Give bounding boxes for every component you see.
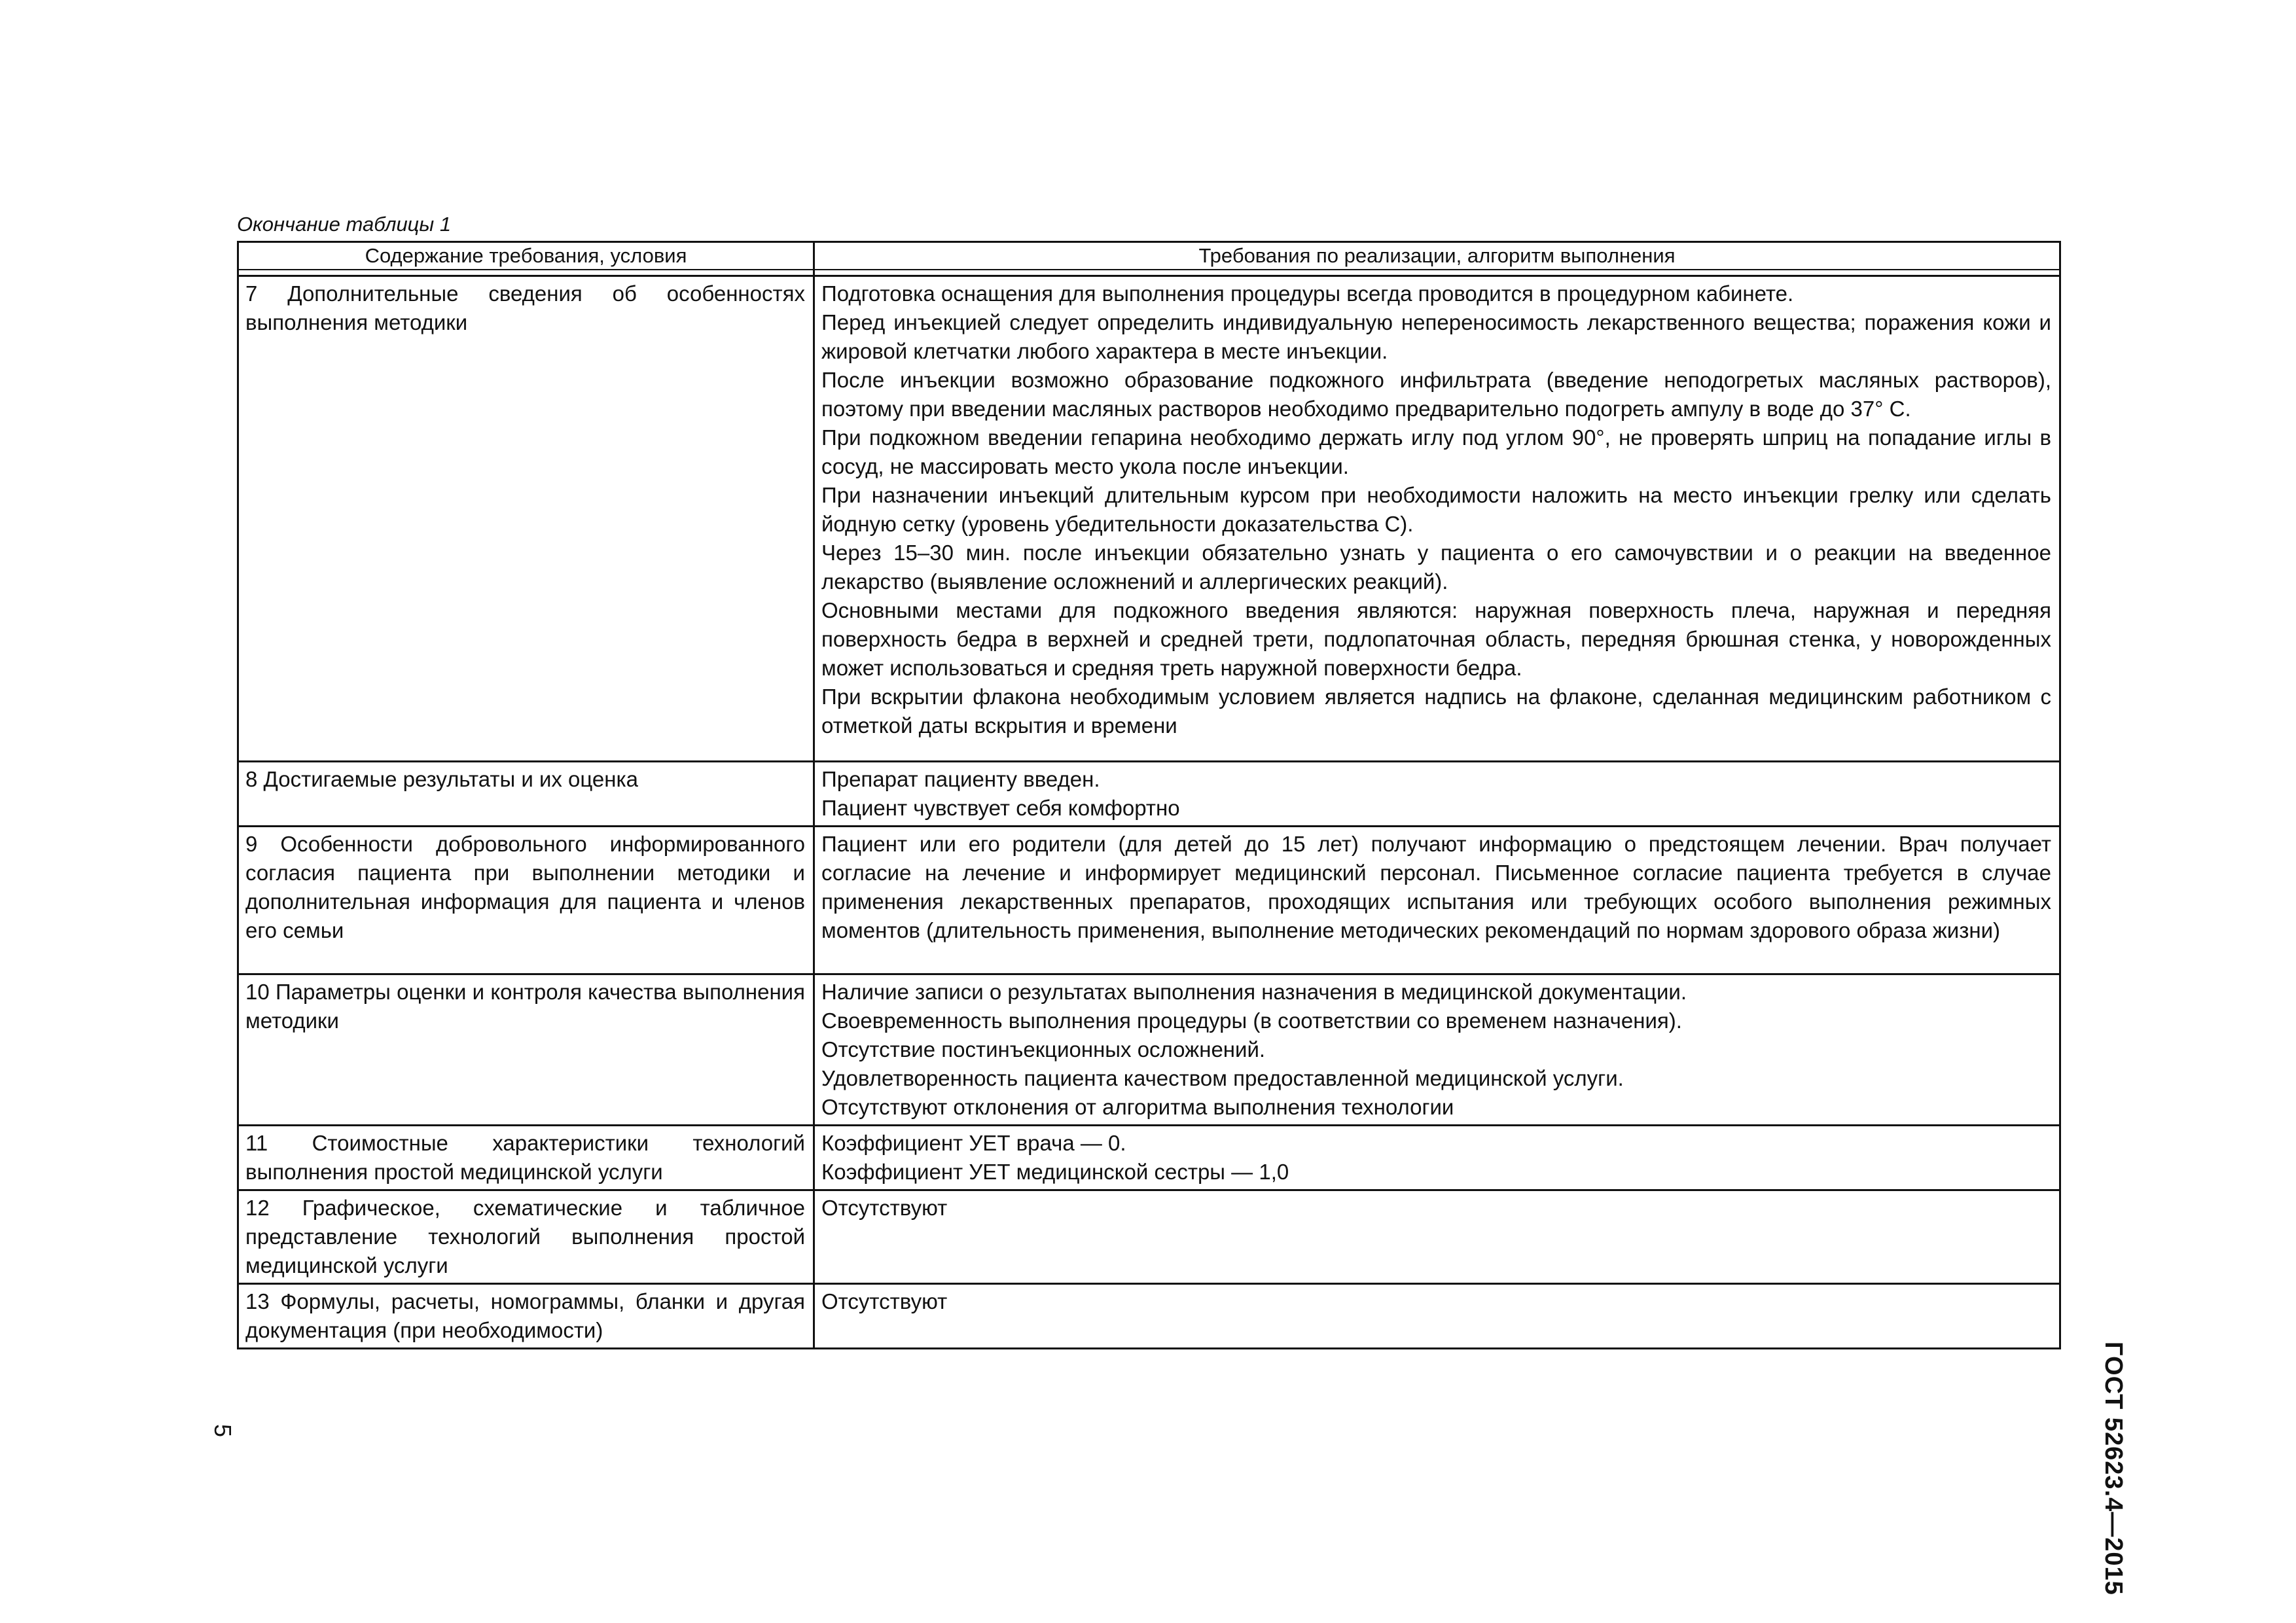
- implementation-cell: [814, 762, 2060, 827]
- implementation-line: Перед инъекцией следует определить индивидуальную непереносимость лекарственного вещества; поражения кожи и жировой клетчатки любого характера в месте инъекции.: [821, 310, 2051, 363]
- implementation-line: Отсутствуют: [821, 1196, 948, 1220]
- implementation-line: После инъекции возможно образование подкожного инфильтрата (введение неподогретых масляных растворов), поэтому при введении масляных растворов необходимо предварительно подогреть ампулу в воде до 37° С.: [821, 368, 2051, 421]
- requirement-cell: 8 Достигаемые результаты и их оценка: [238, 762, 814, 827]
- implementation-cell: [814, 974, 2060, 1126]
- requirement-cell: 13 Формулы, расчеты, номограммы, бланки и другая документация (при необходимости): [238, 1284, 814, 1349]
- table-caption: Окончание таблицы 1: [237, 213, 452, 236]
- implementation-line: При назначении инъекций длительным курсом при необходимости наложить на место инъекции грелку или сделать йодную сетку (уровень убедительности доказательства С).: [821, 483, 2051, 536]
- implementation-line: Наличие записи о результатах выполнения назначения в медицинской документации.: [821, 980, 1687, 1004]
- implementation-cell: [814, 1284, 2060, 1349]
- implementation-cell: [814, 1190, 2060, 1284]
- implementation-line: Коэффициент УЕТ медицинской сестры — 1,0: [821, 1160, 1289, 1184]
- implementation-cell: [814, 827, 2060, 974]
- table-row: [238, 276, 2060, 762]
- implementation-line: Отсутствуют отклонения от алгоритма выполнения технологии: [821, 1095, 1454, 1119]
- implementation-cell: [814, 1126, 2060, 1190]
- table-row: [238, 974, 2060, 1126]
- column-header-implementation: Требования по реализации, алгоритм выполнения: [814, 242, 2060, 270]
- implementation-line: Отсутствие постинъекционных осложнений.: [821, 1037, 1266, 1061]
- implementation-line: Своевременность выполнения процедуры (в соответствии со временем назначения).: [821, 1008, 1682, 1033]
- implementation-cell: [814, 276, 2060, 762]
- implementation-line: Коэффициент УЕТ врача — 0.: [821, 1131, 1126, 1155]
- implementation-line: Подготовка оснащения для выполнения процедуры всегда проводится в процедурном кабинете.: [821, 281, 1794, 306]
- table-header-row: [238, 242, 2060, 270]
- header-separator: [238, 270, 2060, 276]
- table-body: [238, 276, 2060, 1349]
- requirement-cell: 7 Дополнительные сведения об особенностях выполнения методики: [238, 276, 814, 762]
- implementation-line: Удовлетворенность пациента качеством предоставленной медицинской услуги.: [821, 1066, 1624, 1090]
- table-row: [238, 1190, 2060, 1284]
- requirement-cell: 9 Особенности добровольного информированного согласия пациента при выполнении методики и дополнительная информация для пациента и членов его семьи: [238, 827, 814, 974]
- table-row: [238, 762, 2060, 827]
- document-code: ГОСТ 52623.4—2015: [2100, 1342, 2127, 1596]
- implementation-line: Через 15–30 мин. после инъекции обязательно узнать у пациента о его самочувствии и о реакции на введенное лекарство (выявление осложнений и аллергических реакций).: [821, 541, 2051, 594]
- table-row: [238, 1284, 2060, 1349]
- column-header-requirement: Содержание требования, условия: [238, 242, 814, 270]
- implementation-line: При вскрытии флакона необходимым условием является надпись на флаконе, сделанная медицинским работником с отметкой даты вскрытия и времени: [821, 685, 2051, 738]
- requirement-cell: 12 Графическое, схематические и табличное представление технологий выполнения простой медицинской услуги: [238, 1190, 814, 1284]
- implementation-line: Препарат пациенту введен.: [821, 767, 1100, 791]
- requirements-table: [237, 241, 2061, 1349]
- table-row: [238, 1126, 2060, 1190]
- requirement-cell: 10 Параметры оценки и контроля качества выполнения методики: [238, 974, 814, 1126]
- implementation-line: Пациент или его родители (для детей до 15 лет) получают информацию о предстоящем лечении. Врач получает согласие на лечение и информирует медицинский персонал. Письменное согласие пациента требуется в случае применения лекарственных препаратов, проходящих испытания или требующих особого выполнения режимных моментов (длительность применения, выполнение методических рекомендаций по нормам здорового образа жизни): [821, 832, 2051, 942]
- implementation-line: При подкожном введении гепарина необходимо держать иглу под углом 90°, не проверять шприц на попадание иглы в сосуд, не массировать место укола после инъекции.: [821, 425, 2051, 478]
- page-number: 5: [209, 1423, 236, 1438]
- requirement-cell: 11 Стоимостные характеристики технологий выполнения простой медицинской услуги: [238, 1126, 814, 1190]
- table-row: [238, 827, 2060, 974]
- implementation-line: Отсутствуют: [821, 1289, 948, 1313]
- implementation-line: Основными местами для подкожного введения являются: наружная поверхность плеча, наружная и передняя поверхность бедра в верхней и средней трети, подлопаточная область, передняя брюшная стенка, у новорожденных может использоваться и средняя треть наружной поверхности бедра.: [821, 598, 2051, 680]
- implementation-line: Пациент чувствует себя комфортно: [821, 796, 1180, 820]
